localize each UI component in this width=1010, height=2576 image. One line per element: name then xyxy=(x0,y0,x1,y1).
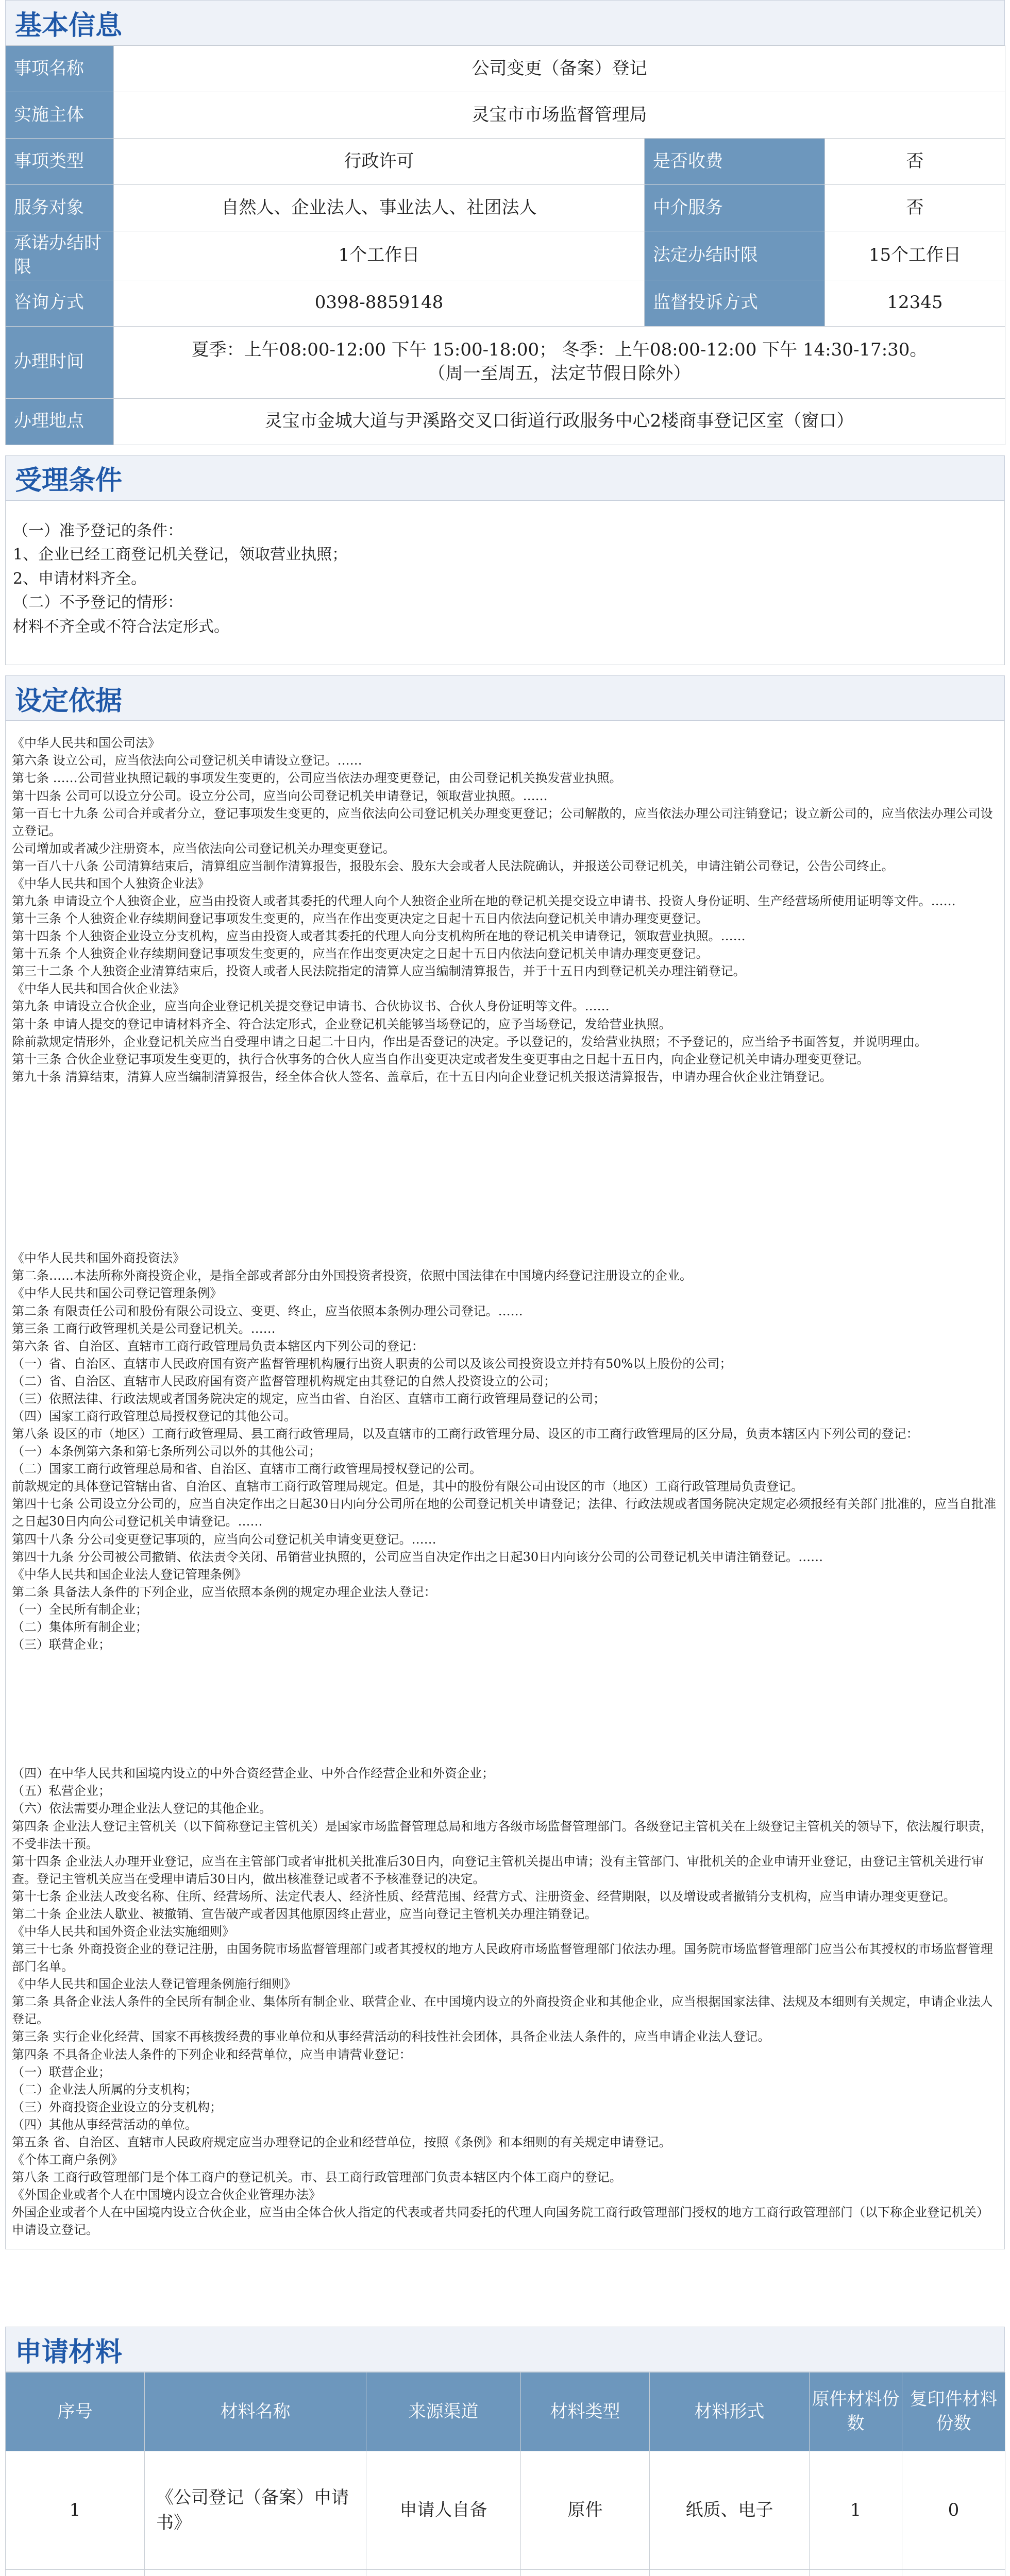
info-label: 承诺办结时限 xyxy=(6,231,114,280)
basis-block: 《中华人民共和国外商投资法》 第二条……本法所称外商投资企业，是指全部或者部分由外国投资者投资，依照中国法律在中国境内经登记注册设立的企业。 《中华人民共和国公司登记管理条例》 第二条 有限责任公司和股份有限公司设立、变更、终止，应当依照本条例办理公司登记。…… 第三条 工商行政管理机关是公司登记机关。…… 第六条 省、自治区、直辖市工商行政管理局负责本辖区内下列公司的登记： （一）省、自治区、直辖市人民政府国有资产监督管理机构履行出资人职责的公司以及该公司投资设立并持有50%以上股份的公司； （二）省、自治区、直辖市人民政府国有资产监督管理机构规定由其登记的自然人投资设立的公司； （三）依照法律、行政法规或者国务院决定的规定，应当由省、自治区、直辖市工商行政管理局登记的公司； （四）国家工商行政管理总局授权登记的其他公司。 第八条 设区的市（地区）工商行政管理局、县工商行政管理局，以及直辖市的工商行政管理分局、设区的市工商行政管理局的区分局，负责本辖区内下列公司的登记： （一）本条例第六条和第七条所列公司以外的其他公司； （二）国家工商行政管理总局和省、自治区、直辖市工商行政管理局授权登记的公司。 前款规定的具体登记管辖由省、自治区、直辖市工商行政管理局规定。但是，其中的股份有限公司由设区的市（地区）工商行政管理局负责登记。 第四十七条 公司设立分公司的，应当自决定作出之日起30日内向分公司所在地的公司登记机关申请登记；法律、行政法规或者国务院决定规定必须报经有关部门批准的，应当自批准之日起30日内向公司登记机关申请登记。…… 第四十八条 分公司变更登记事项的，应当向公司登记机关申请变更登记。…… 第四十九条 分公司被公司撤销、依法责令关闭、吊销营业执照的，公司应当自决定作出之日起30日内向该分公司的公司登记机关申请注销登记。…… 《中华人民共和国企业法人登记管理条例》 第二条 具备法人条件的下列企业，应当依照本条例的规定办理企业法人登记： （一）全民所有制企业； （二）集体所有制企业； （三）联营企业； xyxy=(12,1251,997,1652)
info-value-complaint: 12345 xyxy=(825,280,1005,326)
cell-type xyxy=(521,2570,650,2576)
section-title: 基本信息 xyxy=(15,10,123,41)
section-title: 申请材料 xyxy=(15,2336,123,2368)
condition-line: （一）准予登记的条件： xyxy=(13,521,183,540)
info-value-agency: 否 xyxy=(825,185,1005,231)
column-header: 材料形式 xyxy=(650,2372,810,2451)
basis-body xyxy=(5,721,1005,2249)
column-header: 序号 xyxy=(6,2372,145,2451)
section-header-materials xyxy=(5,2327,1005,2372)
info-label: 办理时间 xyxy=(6,326,114,398)
column-header: 材料名称 xyxy=(145,2372,366,2451)
table-row xyxy=(6,280,1005,326)
cell-material-name: 《公司登记（备案）申请书》 xyxy=(145,2451,366,2570)
hours-line: 夏季：上午08:00-12:00 下午 15:00-18:00； 冬季：上午08:00-12:00 下午 14:30-17:30。 xyxy=(191,340,928,361)
cell-source xyxy=(366,2570,521,2576)
section-title: 设定依据 xyxy=(15,685,123,717)
info-label: 事项类型 xyxy=(6,139,114,185)
info-label: 中介服务 xyxy=(645,185,825,231)
cell-form xyxy=(650,2570,810,2576)
cell-copy-count xyxy=(902,2570,1005,2576)
table-row xyxy=(6,326,1005,398)
basis-block: 《中华人民共和国公司法》 第六条 设立公司，应当依法向公司登记机关申请设立登记。…… 第七条 ……公司营业执照记载的事项发生变更的，公司应当依法办理变更登记，由公司登记机关换发营业执照。 第十四条 公司可以设立分公司。设立分公司，应当向公司登记机关申请登记，领取营业执照。…… 第一百七十九条 公司合并或者分立，登记事项发生变更的，应当依法向公司登记机关办理变更登记；公司解散的，应当依法办理公司注销登记；设立新公司的，应当依法办理公司设立登记。 公司增加或者减少注册资本，应当依法向公司登记机关办理变更登记。 第一百八十八条 公司清算结束后，清算组应当制作清算报告，报股东会、股东大会或者人民法院确认，并报送公司登记机关，申请注销公司登记，公告公司终止。 《中华人民共和国个人独资企业法》 第九条 申请设立个人独资企业，应当由投资人或者其委托的代理人向个人独资企业所在地的登记机关提交设立申请书、投资人身份证明、生产经营场所使用证明等文件。…… 第十三条 个人独资企业存续期间登记事项发生变更的，应当在作出变更决定之日起十五日内依法向登记机关申请办理变更登记。 第十四条 个人独资企业设立分支机构，应当由投资人或者其委托的代理人向分支机构所在地的登记机关申请登记，领取营业执照。…… 第十五条 个人独资企业存续期间登记事项发生变更的，应当在作出变更决定之日起十五日内依法向登记机关申请办理变更登记。 第三十二条 个人独资企业清算结束后，投资人或者人民法院指定的清算人应当编制清算报告，并于十五日内到登记机关办理注销登记。 《中华人民共和国合伙企业法》 第九条 申请设立合伙企业，应当向企业登记机关提交登记申请书、合伙协议书、合伙人身份证明等文件。…… 第十条 申请人提交的登记申请材料齐全、符合法定形式，企业登记机关能够当场登记的，应予当场登记，发给营业执照。 除前款规定情形外，企业登记机关应当自受理申请之日起二十日内，作出是否登记的决定。予以登记的，发给营业执照；不予登记的，应当给予书面答复，并说明理由。 第十三条 合伙企业登记事项发生变更的，执行合伙事务的合伙人应当自作出变更决定或者发生变更事由之日起十五日内，向企业登记机关申请办理变更登记。 第九十条 清算结束，清算人应当编制清算报告，经全体合伙人签名、盖章后，在十五日内向企业登记机关报送清算报告，申请办理合伙企业注销登记。 xyxy=(12,736,993,1084)
info-label: 监督投诉方式 xyxy=(645,280,825,326)
cell-source: 申请人自备 xyxy=(366,2451,521,2570)
conditions-body xyxy=(5,501,1005,666)
condition-line: 材料不齐全或不符合法定形式。 xyxy=(13,617,229,636)
table-row xyxy=(6,92,1005,139)
section-header-basic-info xyxy=(5,0,1005,45)
info-value-target: 自然人、企业法人、事业法人、社团法人 xyxy=(114,185,645,231)
page xyxy=(5,0,1005,2576)
condition-line: 2、申请材料齐全。 xyxy=(13,569,147,588)
column-header: 原件材料份数 xyxy=(810,2372,902,2451)
cell-original-count: 1 xyxy=(810,2451,902,2570)
table-header-row xyxy=(6,2372,1005,2451)
cell-material-name xyxy=(145,2570,366,2576)
info-value-subject: 灵宝市市场监督管理局 xyxy=(114,92,1005,139)
condition-line: （二）不予登记的情形： xyxy=(13,594,183,612)
info-label: 实施主体 xyxy=(6,92,114,139)
info-label: 是否收费 xyxy=(645,139,825,185)
cell-no: 1 xyxy=(6,2451,145,2570)
table-row xyxy=(6,185,1005,231)
hours-line: （周一至周五，法定节假日除外） xyxy=(428,363,691,384)
info-label: 办理地点 xyxy=(6,398,114,445)
table-row xyxy=(6,398,1005,445)
cell-copy-count: 0 xyxy=(902,2451,1005,2570)
condition-line: 1、企业已经工商登记机关登记，领取营业执照； xyxy=(13,546,348,564)
info-value-fee: 否 xyxy=(825,139,1005,185)
table-row xyxy=(6,231,1005,280)
info-value-phone: 0398-8859148 xyxy=(114,280,645,326)
info-value-legal: 15个工作日 xyxy=(825,231,1005,280)
cell-no xyxy=(6,2570,145,2576)
basic-info-table xyxy=(5,45,1005,445)
info-label: 事项名称 xyxy=(6,46,114,92)
section-title: 受理条件 xyxy=(15,465,123,497)
table-row xyxy=(6,46,1005,92)
basis-block: （四）在中华人民共和国境内设立的中外合资经营企业、中外合作经营企业和外资企业； （五）私营企业； （六）依法需要办理企业法人登记的其他企业。 第四条 企业法人登记主管机关（以下简称登记主管机关）是国家市场监督管理总局和地方各级市场监督管理部门。各级登记主管机关在上级登记主管机关的领导下，依法履行职责，不受非法干预。 第十四条 企业法人办理开业登记，应当在主管部门或者审批机关批准后30日内，向登记主管机关提出申请；没有主管部门、审批机关的企业申请开业登记，由登记主管机关进行审查。登记主管机关应当在受理申请后30日内，做出核准登记或者不予核准登记的决定。 第十七条 企业法人改变名称、住所、经营场所、法定代表人、经济性质、经营范围、经营方式、注册资金、经营期限，以及增设或者撤销分支机构，应当申请办理变更登记。 第二十条 企业法人歇业、被撤销、宣告破产或者因其他原因终止营业，应当向登记主管机关办理注销登记。 《中华人民共和国外资企业法实施细则》 第三十七条 外商投资企业的登记注册，由国务院市场监督管理部门或者其授权的地方人民政府市场监督管理部门依法办理。国务院市场监督管理部门应当公布其授权的市场监督管理部门名单。 《中华人民共和国企业法人登记管理条例施行细则》 第二条 具备企业法人条件的全民所有制企业、集体所有制企业、联营企业、在中国境内设立的外商投资企业和其他企业，应当根据国家法律、法规及本细则有关规定，申请企业法人登记。 第三条 实行企业化经营、国家不再核拨经费的事业单位和从事经营活动的科技性社会团体，具备企业法人条件的，应当申请企业法人登记。 第四条 不具备企业法人条件的下列企业和经营单位，应当申请营业登记： （一）联营企业； （二）企业法人所属的分支机构； （三）外商投资企业设立的分支机构； （四）其他从事经营活动的单位。 第五条 省、自治区、直辖市人民政府规定应当办理登记的企业和经营单位，按照《条例》和本细则的有关规定申请登记。 《个体工商户条例》 第八条 工商行政管理部门是个体工商户的登记机关。市、县工商行政管理部门负责本辖区内个体工商户的登记。 《外国企业或者个人在中国境内设立合伙企业管理办法》 外国企业或者个人在中国境内设立合伙企业，应当由全体合伙人指定的代表或者共同委托的代理人向国务院工商行政管理部门授权的地方工商行政管理部门（以下称企业登记机关）申请设立登记。 xyxy=(12,1766,993,2238)
info-value-address: 灵宝市金城大道与尹溪路交叉口街道行政服务中心2楼商事登记区室（窗口） xyxy=(114,398,1005,445)
table-row xyxy=(6,2451,1005,2570)
info-value-hours xyxy=(114,326,1005,398)
info-label: 咨询方式 xyxy=(6,280,114,326)
cell-type: 原件 xyxy=(521,2451,650,2570)
info-value-promise: 1个工作日 xyxy=(114,231,645,280)
column-header: 复印件材料份数 xyxy=(902,2372,1005,2451)
section-header-basis xyxy=(5,675,1005,721)
cell-original-count xyxy=(810,2570,902,2576)
info-value-type: 行政许可 xyxy=(114,139,645,185)
table-row xyxy=(6,2570,1005,2576)
info-label: 法定办结时限 xyxy=(645,231,825,280)
column-header: 材料类型 xyxy=(521,2372,650,2451)
section-header-conditions xyxy=(5,455,1005,501)
info-value-item-name: 公司变更（备案）登记 xyxy=(114,46,1005,92)
table-row xyxy=(6,139,1005,185)
cell-form: 纸质、电子 xyxy=(650,2451,810,2570)
column-header: 来源渠道 xyxy=(366,2372,521,2451)
materials-table xyxy=(5,2372,1005,2576)
info-label: 服务对象 xyxy=(6,185,114,231)
